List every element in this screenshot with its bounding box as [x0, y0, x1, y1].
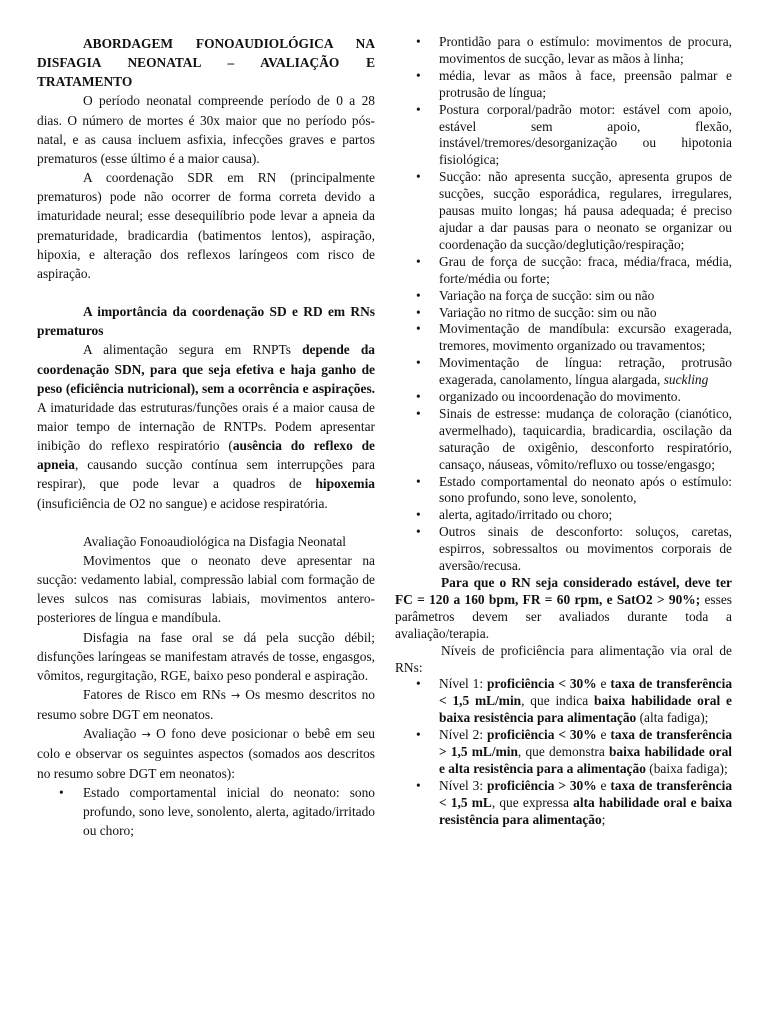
list-item — [37, 783, 375, 840]
text: e — [596, 676, 611, 692]
bullet-icon: • — [416, 473, 421, 489]
text: , causando sucção contínua sem interrupções para respirar), que pode levar a quadros de — [37, 457, 375, 492]
list-item-text: média, levar as mãos à face, preensão palmar e protrusão de língua; — [439, 67, 732, 100]
left-column — [37, 34, 375, 840]
list-item-text: Sinais de estresse: mudança de coloração (cianótico, avermelhado), taquicardia, bradicardia, oscilação da saturação de oxigênio, desconforto respiratório, cansaço, náuseas, vômito/refluxo ou tosse/engasgo; — [439, 405, 732, 472]
arrow-icon: → — [231, 689, 241, 702]
bullet-icon: • — [416, 389, 421, 405]
list-item — [395, 34, 732, 68]
bold-text: taxa de transferência < 1,5 mL — [439, 777, 733, 810]
bold-text: taxa de transferência > 1,5 mL/min — [439, 727, 733, 760]
bullet-icon: • — [416, 777, 421, 793]
text: Avaliação — [83, 726, 142, 742]
list-item — [395, 727, 732, 778]
list-item — [395, 778, 732, 829]
right-column — [395, 34, 732, 829]
list-item — [395, 254, 732, 288]
list-item-text: Prontidão para o estímulo: movimentos de procura, movimentos de sucção, levar as mãos à linha; — [439, 34, 732, 66]
list-item — [395, 102, 732, 170]
arrow-icon: → — [141, 728, 151, 742]
list-item — [395, 355, 732, 389]
text: (baixa fadiga); — [645, 760, 728, 776]
list-item — [395, 389, 732, 406]
list-item-text: Postura corporal/padrão motor: estável com apoio, estável sem apoio, flexão, instável/tremores/desorganização ou hipotonia fisiológica; — [439, 101, 732, 168]
paragraph-evaluation — [37, 724, 375, 782]
text: O fono deve posicionar o bebê em seu colo e observar os seguintes aspectos (somados aos descritos no resumo sobre DGT em neonatos): — [37, 726, 375, 781]
bold-text: Para que o RN seja considerado estável, deve ter FC = 120 a 160 bpm, FR = 60 rpm, e SatO2 > 90%; — [395, 575, 732, 607]
paragraph-stability-criteria — [395, 575, 732, 643]
text: e — [596, 727, 611, 743]
text: , que expressa — [491, 794, 574, 810]
left-bullet-list — [37, 783, 375, 840]
text: A imaturidade das estruturas/funções orais é a maior causa de maior tempo de internação de RNTPs. Podem apresentar inibição do reflexo respiratório ( — [37, 399, 375, 454]
bold-text: proficiência > 30% — [486, 777, 597, 793]
bold-text: ausência do reflexo de apneia — [37, 438, 375, 473]
list-item — [395, 406, 732, 474]
bullet-icon: • — [416, 676, 421, 692]
list-item-text: Estado comportamental do neonato após o estímulo: sono profundo, sono leve, sonolento, — [439, 473, 732, 506]
bullet-icon: • — [416, 253, 421, 269]
bullet-icon: • — [416, 34, 421, 49]
bullet-icon: • — [416, 321, 421, 337]
bullet-icon: • — [416, 355, 421, 371]
text: (alta fadiga); — [636, 710, 709, 726]
bold-text: hipoxemia — [315, 476, 375, 492]
bold-text: baixa habilidade oral e alta resistência para a alimentação — [439, 744, 732, 776]
bullet-icon: • — [416, 405, 421, 421]
bullet-icon: • — [416, 727, 421, 743]
bullet-icon: • — [416, 507, 421, 523]
italic-text: suckling — [663, 372, 709, 388]
text: (insuficiência de O2 no sangue) e acidose respiratória. — [37, 495, 328, 511]
paragraph-safe-feeding — [37, 340, 375, 512]
list-item-text: Movimentação de língua: retração, protrusão exagerada, canolamento, língua alargada, — [439, 355, 732, 388]
list-item — [395, 474, 732, 508]
text: e — [596, 777, 611, 793]
list-item-text: Outros sinais de desconforto: soluços, caretas, espirros, sobressaltos ou movimentos corporais de aversão/recusa. — [439, 524, 732, 574]
list-item-text: Variação no ritmo de sucção: sim ou não — [439, 304, 657, 320]
bullet-icon: • — [416, 524, 421, 540]
spacer — [37, 513, 375, 532]
text: Nível 3: — [439, 777, 487, 793]
text: ; — [601, 811, 606, 827]
list-item-text: Sucção: não apresenta sucção, apresenta grupos de sucções, sucção esporádica, regulares, irregulares, pausas muito longas; há pausa adequada; é preciso ajudar a dar pausas para o neonato se organizar ou coordenação da sucção/deglutição/respiração; — [439, 169, 732, 252]
text: esses parâmetros devem ser avaliados durante toda a avaliação/terapia. — [395, 591, 732, 641]
paragraph-levels-intro: Níveis de proficiência para alimentação via oral de RNs: — [395, 642, 732, 675]
bold-text: proficiência < 30% — [486, 727, 597, 743]
list-item — [395, 507, 732, 524]
bold-text: taxa de transferência < 1,5 mL/min — [439, 676, 733, 709]
list-item-text: alerta, agitado/irritado ou choro; — [439, 507, 613, 523]
list-item — [395, 321, 732, 355]
list-item — [395, 305, 732, 322]
text: Nível 2: — [439, 727, 487, 743]
text: A alimentação segura em RNPTs — [83, 342, 303, 358]
text: Nível 1: — [439, 676, 487, 692]
proficiency-levels-list — [395, 676, 732, 828]
bullet-icon: • — [416, 101, 421, 117]
text: Fatores de Risco em RNs — [83, 687, 231, 702]
list-item-text: Movimentação de mandíbula: excursão exagerada, tremores, movimento organizado ou travamentos; — [439, 321, 732, 354]
bullet-icon: • — [416, 287, 421, 303]
paragraph-evaluation-heading: Avaliação Fonoaudiológica na Disfagia Neonatal — [83, 533, 347, 549]
paragraph-sdr-coordination: A coordenação SDR em RN (principalmente prematuros) pode não ocorrer de forma correta devido a imaturidade neural; esse desequilíbrio pode levar a apneia da prematuridade, bradicardia (batimentos lentos), aspiração, hipoxia, e alteração dos reflexos laríngeos com risco de aspiração. — [37, 170, 375, 281]
text: , que demonstra — [517, 744, 609, 760]
bold-text: alta habilidade oral e baixa resistência para alimentação — [439, 794, 733, 827]
bold-text: depende da coordenação SDN, para que seja efetiva e haja ganho de peso (eficiência nutricional), sem a ocorrência e aspirações. — [37, 342, 376, 396]
list-item-text: Grau de força de sucção: fraca, média/fraca, média, forte/média ou forte; — [439, 253, 732, 286]
list-item — [395, 676, 732, 727]
right-bullet-list — [395, 34, 732, 575]
bold-text: baixa habilidade oral e baixa resistência para alimentação — [439, 693, 732, 726]
document-title: ABORDAGEM FONOAUDIOLÓGICA NA DISFAGIA NEONATAL – AVALIAÇÃO E TRATAMENTO — [37, 36, 375, 90]
spacer — [37, 283, 375, 302]
list-item-text: organizado ou incoordenação do movimento. — [439, 389, 681, 405]
text: , que indica — [521, 693, 594, 709]
list-item — [395, 68, 732, 102]
bullet-icon: • — [416, 304, 421, 320]
section-heading: A importância da coordenação SD e RD em RNs prematuros — [37, 304, 375, 339]
list-item — [395, 288, 732, 305]
text: Os mesmo descritos no resumo sobre DGT em neonatos. — [37, 687, 375, 723]
list-item — [395, 524, 732, 575]
bullet-icon: • — [59, 784, 64, 800]
paragraph-risk-factors — [37, 685, 375, 724]
bullet-icon: • — [416, 169, 421, 185]
list-item-text: Variação na força de sucção: sim ou não — [439, 287, 655, 303]
bold-text: proficiência < 30% — [486, 676, 597, 692]
paragraph-suction-movements: Movimentos que o neonato deve apresentar na sucção: vedamento labial, compressão labial com formação de leves sulcos nas comisuras labiais, movimentos antero-posteriores de língua e mandíbula. — [37, 552, 375, 626]
paragraph-neonatal-period: O período neonatal compreende período de 0 a 28 dias. O número de mortes é 30x maior que no período pós-natal, e as causa incluem asfixia, infecções graves e partos prematuros (esse último é a maior causa). — [37, 93, 375, 166]
list-item — [395, 169, 732, 254]
list-item-text: Estado comportamental inicial do neonato: sono profundo, sono leve, sonolento, alerta, agitado/irritado ou choro; — [83, 784, 375, 839]
paragraph-oral-dysphagia: Disfagia na fase oral se dá pela sucção débil; disfunções laríngeas se manifestam através de tosse, engasgos, vômitos, regurgitação, RGE, baixo peso ponderal e aspiração. — [37, 629, 375, 683]
bullet-icon: • — [416, 67, 421, 83]
